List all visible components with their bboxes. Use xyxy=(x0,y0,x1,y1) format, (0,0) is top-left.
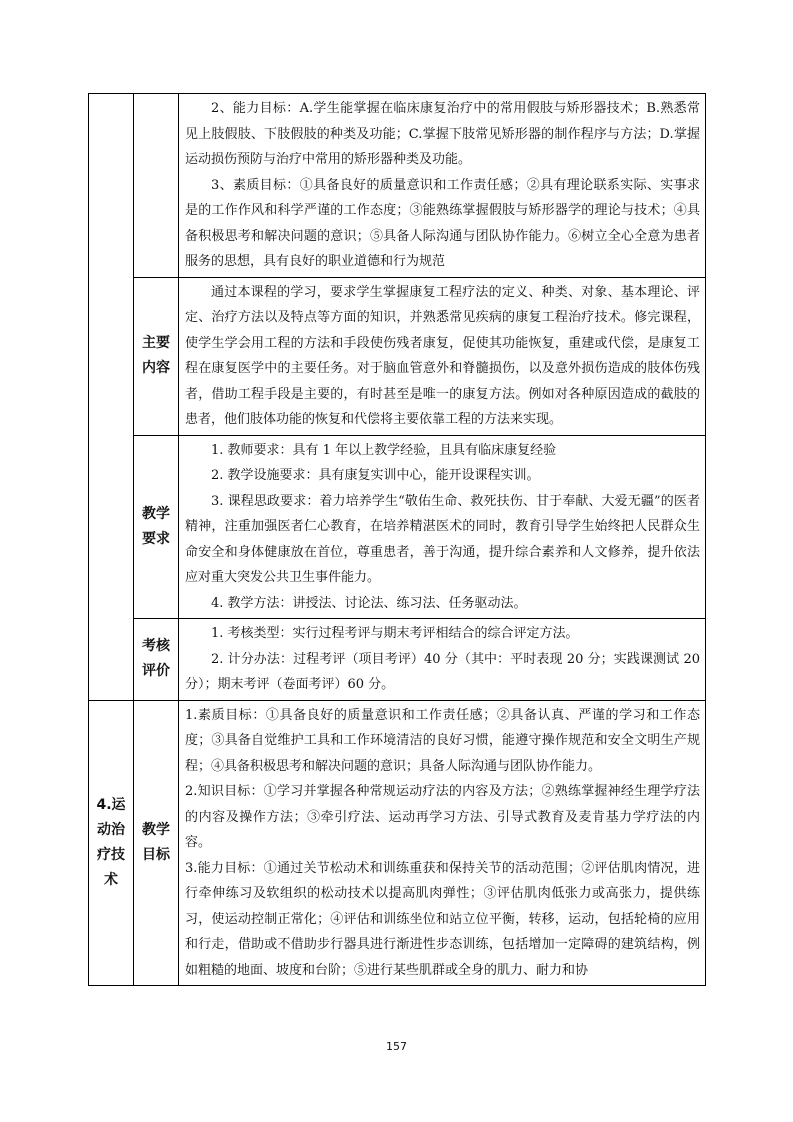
label-cell xyxy=(134,435,179,619)
label-cell-empty xyxy=(134,94,179,278)
course4-objective-item: 2.知识目标：①学习并掌握各种常规运动疗法的内容及方法；②熟练掌握神经生理学疗法的内容及操作方法；③牵引疗法、运动再学习方法、引导式教育及麦肯基力学疗法的内容。 xyxy=(185,784,700,850)
quality-objectives-text: 3、素质目标：①具备良好的质量意识和工作责任感；②具有理论联系实际、实事求是的工作作风和科学严谨的工作态度；③能熟练掌握假肢与矫形器学的理论与技术；④具备积极思考和解决问题的意识；⑤具备人际沟通与团队协作能力。⑥树立全心全意为患者服务的思想，具有良好的职业道德和行为规范 xyxy=(185,177,700,269)
content-cell xyxy=(179,435,706,619)
assessment-item: 1. 考核类型：实行过程考评与期末考评相结合的综合评定方法。 xyxy=(211,626,579,641)
course4-title: 4.运动治疗技术 xyxy=(96,796,126,888)
main-content-text: 通过本课程的学习，要求学生掌握康复工程疗法的定义、种类、对象、基本理论、评定、治疗方法以及特点等方面的知识，并熟悉常见疾病的康复工程治疗技术。修完课程，使学生学会用工程的方法和手段使伤残者康复，促使其功能恢复，重建或代偿，是康复工程在康复医学中的主要任务。对于脑血管意外和脊髓损伤，以及意外损伤造成的肢体伤残者，借助工程手段是主要的，有时甚至是唯一的康复方法。例如对各种原因造成的截肢的患者，他们肢体功能的恢复和代偿将主要依靠工程的方法来实现。 xyxy=(185,284,700,427)
assessment-item: 2. 计分办法：过程考评（项目考评）40 分（其中：平时表现 20 分；实践课测试 20 分）；期末考评（卷面考评）60 分。 xyxy=(185,651,700,692)
content-cell xyxy=(179,619,706,701)
category-cell xyxy=(89,700,134,986)
course4-objective-item: 3.能力目标：①通过关节松动术和训练重获和保持关节的活动范围；②评估肌肉情况，进行牵伸练习及软组织的松动技术以提高肌肉弹性；③评估肌肉低张力或高张力，提供练习，使运动控制正常化；④评估和训练坐位和站立位平衡，转移，运动，包括轮椅的应用和行走，借助或不借助步行器具进行渐进性步态训练，包括增加一定障碍的建筑结构，例如粗糙的地面、坡度和台阶；⑤进行某些肌群或全身的肌力、耐力和协 xyxy=(185,860,700,978)
teaching-req-item: 2. 教学设施要求：具有康复实训中心，能开设课程实训。 xyxy=(211,468,540,483)
syllabus-table xyxy=(88,93,706,986)
teaching-req-item: 3. 课程思政要求：着力培养学生“敬佑生命、救死扶伤、甘于奉献、大爱无疆”的医者精神，注重加强医者仁心教育，在培养精湛医术的同时，教育引导学生始终把人民群众生命安全和身体健康放在首位，尊重患者，善于沟通，提升综合素养和人文修养，提升依法应对重大突发公共卫生事件能力。 xyxy=(185,493,700,585)
label-cell xyxy=(134,700,179,986)
table-row-block1 xyxy=(89,94,706,278)
main-content-label: 主要内容 xyxy=(142,335,170,376)
table-row-assessment xyxy=(89,619,706,701)
content-cell xyxy=(179,700,706,986)
content-cell xyxy=(179,277,706,435)
content-cell xyxy=(179,94,706,278)
course4-objective-item: 1.素质目标：①具备良好的质量意识和工作责任感；②具备认真、严谨的学习和工作态度；③具备自觉维护工具和工作环境清洁的良好习惯，能遵守操作规范和安全文明生产规程；④具备积极思考和解决问题的意识；具备人际沟通与团队协作能力。 xyxy=(185,707,700,774)
table-row-course4-objectives xyxy=(89,700,706,986)
page-number: 157 xyxy=(386,1040,407,1053)
ability-objectives-text: 2、能力目标：A.学生能掌握在临床康复治疗中的常用假肢与矫形器技术；B.熟悉常见上肢假肢、下肢假肢的种类及功能；C.掌握下肢常见矫形器的制作程序与方法；D.掌握运动损伤预防与治疗中常用的矫形器种类及功能。 xyxy=(185,101,700,167)
assessment-label: 考核评价 xyxy=(142,638,170,680)
teaching-requirements-label: 教学要求 xyxy=(142,505,170,547)
category-cell-empty xyxy=(89,94,134,701)
label-cell xyxy=(134,619,179,701)
teaching-req-item: 4. 教学方法：讲授法、讨论法、练习法、任务驱动法。 xyxy=(211,595,527,611)
table-row-main-content xyxy=(89,277,706,435)
teaching-objectives-label: 教学目标 xyxy=(142,821,170,863)
label-cell xyxy=(134,277,179,435)
teaching-req-item: 1. 教师要求：具有 1 年以上教学经验，且具有临床康复经验 xyxy=(211,442,557,458)
table-row-teaching-requirements xyxy=(89,435,706,619)
